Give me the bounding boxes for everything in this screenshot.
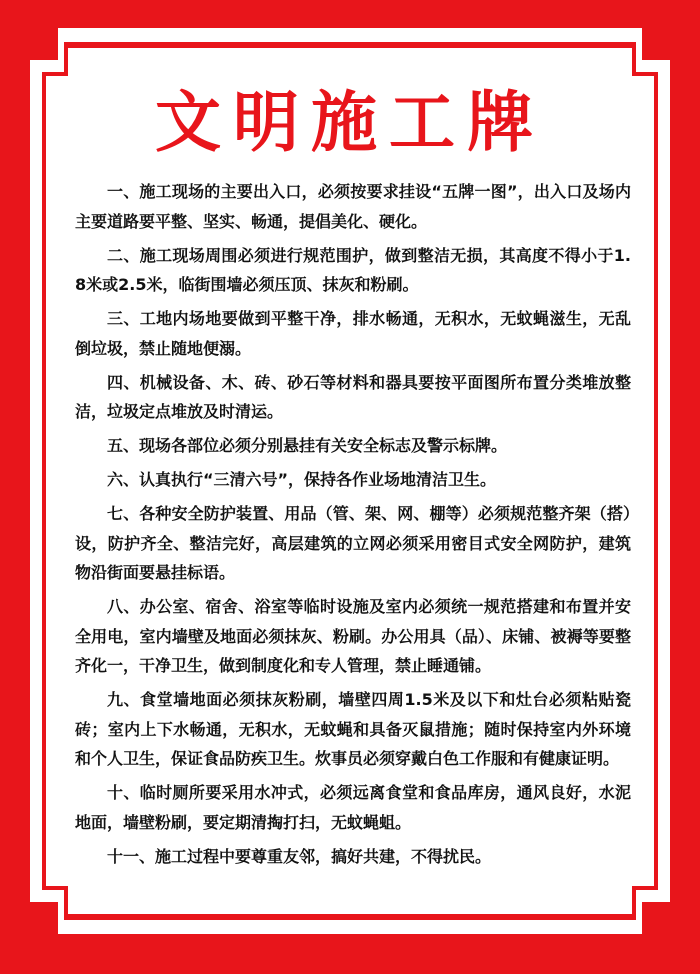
rule-item: 一、施工现场的主要出入口，必须按要求挂设“五牌一图”，出入口及场内主要道路要平整、坚实、畅通，提倡美化、硬化。 xyxy=(75,182,631,231)
rule-item: 七、各种安全防护装置、用品（管、架、网、棚等）必须规范整齐架（搭）设，防护齐全、整洁完好，高层建筑的立网必须采用密目式安全网防护，建筑物沿街面要悬挂标语。 xyxy=(75,504,631,582)
rule-item: 六、认真执行“三清六号”，保持各作业场地清洁卫生。 xyxy=(107,470,497,489)
rule-item: 五、现场各部位必须分别悬挂有关安全标志及警示标牌。 xyxy=(107,436,508,455)
rule-item: 八、办公室、宿舍、浴室等临时设施及室内必须统一规范搭建和布置并安全用电，室内墙壁及地面必须抹灰、粉刷。办公用具（品）、床铺、被褥等要整齐化一，干净卫生，做到制度化和专人管理，禁止睡通铺。 xyxy=(75,597,631,675)
rule-item: 四、机械设备、木、砖、砂石等材料和器具要按平面图所布置分类堆放整洁，垃圾定点堆放及时清运。 xyxy=(75,372,631,421)
rule-item: 九、食堂墙地面必须抹灰粉刷，墙壁四周1.5米及以下和灶台必须粘贴瓷砖；室内上下水畅通，无积水，无蚊蝇和具备灭鼠措施；随时保持室内外环境和个人卫生，保证食品防疾卫生。炊事员必须穿戴白色工作服和有健康证明。 xyxy=(75,690,631,768)
rules-list xyxy=(75,177,631,876)
rule-item: 二、施工现场周围必须进行规范围护，做到整洁无损，其高度不得小于1.8米或2.5米，临街围墙必须压顶、抹灰和粉刷。 xyxy=(75,245,631,294)
rule-item: 三、工地内场地要做到平整干净，排水畅通，无积水，无蚊蝇滋生，无乱倒垃圾，禁止随地便溺。 xyxy=(75,309,631,358)
rule-item: 十、临时厕所要采用水冲式，必须远离食堂和食品库房，通风良好，水泥地面，墙壁粉刷，要定期清掏打扫，无蚊蝇蛆。 xyxy=(75,783,631,832)
rule-item: 十一、施工过程中要尊重友邻，搞好共建，不得扰民。 xyxy=(107,846,492,866)
sign-title: 文明施工牌 xyxy=(155,84,545,161)
